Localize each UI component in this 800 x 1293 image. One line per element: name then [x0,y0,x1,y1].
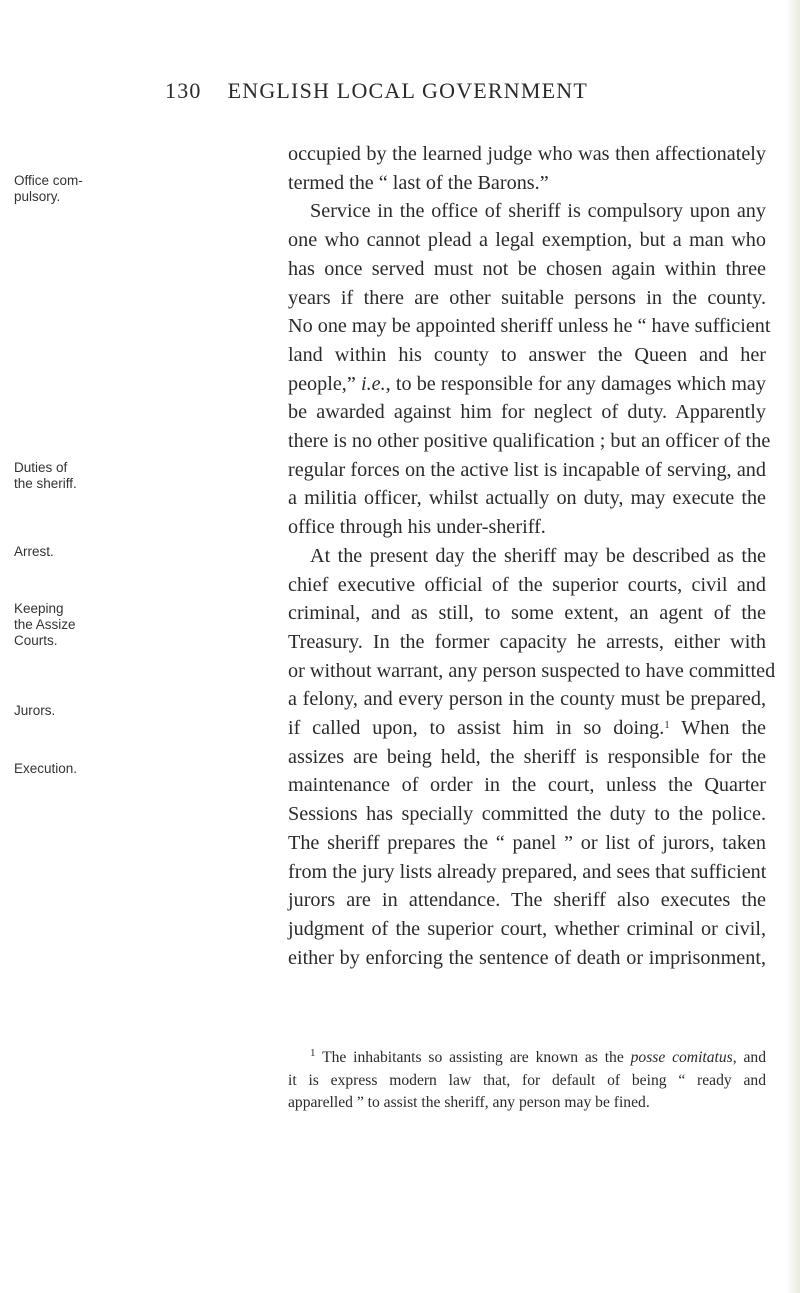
text-line: there is no other positive qualification ; but an officer of the [288,430,771,453]
text-line: has once served must not be chosen again within three [288,257,766,280]
running-header [165,78,588,104]
page-edge-shadow [786,0,800,1293]
text-line: people,” i.e., to be responsible for any damages which may [288,372,766,395]
text-fragment: When the [681,717,767,740]
margin-note-text: Office com- pulsory. [14,173,83,204]
text-line: a felony, and every person in the county must be prepared, [288,688,766,711]
footnote-marker: 1 [310,1047,316,1059]
footnote-line: apparelled ” to assist the sheriff, any person may be fined. [288,1094,650,1111]
text-line: from the jury lists already prepared, and sees that sufficient [288,860,767,883]
text-line: At the present day the sheriff may be described as the [310,544,766,567]
footnote-reference: 1 [664,719,670,732]
margin-note-assize [14,601,110,649]
text-fragment: if called upon, to assist him in so doing. [288,717,665,740]
margin-note-arrest [14,544,110,560]
text-line: regular forces on the active list is incapable of serving, and [288,458,766,481]
footnote-line [288,1047,766,1070]
margin-note-text: Keeping the Assize Courts. [14,601,76,648]
text-line: be awarded against him for neglect of duty. Apparently [288,401,766,424]
text-line: occupied by the learned judge who was then affectionately [288,143,766,165]
margin-note-text: Execution. [14,761,78,776]
margin-note-office-compulsory [14,173,110,205]
text-line: assizes are being held, the sheriff is responsible for the [288,745,766,768]
text-line: criminal, and as still, to some extent, an agent of the [288,602,766,625]
margin-note-jurors [14,703,110,719]
text-line: land within his county to answer the Queen and her [288,343,766,366]
text-line: Service in the office of sheriff is compulsory upon any [310,200,766,223]
text-line: a militia officer, whilst actually on duty, may execute the [288,487,766,510]
text-line: Sessions has specially committed the duty to the police. [288,803,766,826]
footnote [288,1047,766,1115]
running-title: ENGLISH LOCAL GOVERNMENT [227,78,589,103]
body-text [288,140,776,972]
text-line: office through his under-sheriff. [288,516,546,539]
margin-note-text: Arrest. [14,544,54,559]
footnote-line: it is express modern law that, for default of being “ ready and [288,1071,766,1089]
text-line-with-footnote [288,714,766,743]
text-line: or without warrant, any person suspected to have committed [288,659,776,682]
text-line: maintenance of order in the court, unless the Quarter [288,774,766,797]
text-line: judgment of the superior court, whether criminal or civil, [288,917,766,940]
text-fragment: The inhabitants so assisting are known as the posse comitatus, and [322,1049,766,1066]
text-line: years if there are other suitable persons in the county. [288,286,766,309]
text-line: No one may be appointed sheriff unless he “ have sufficient [288,315,771,338]
margin-note-text: Duties of the sheriff. [14,460,77,491]
page-number: 130 [165,78,202,103]
text-line: The sheriff prepares the “ panel ” or list of jurors, taken [288,831,766,854]
margin-note-duties [14,460,110,492]
text-line: termed the “ last of the Barons.” [288,171,549,194]
text-line: either by enforcing the sentence of death or imprisonment, [288,946,766,969]
text-line: Treasury. In the former capacity he arrests, either with [288,630,766,653]
margin-note-text: Jurors. [14,703,56,718]
margin-note-execution [14,761,110,777]
text-line: jurors are in attendance. The sheriff also executes the [288,889,766,912]
text-line: one who cannot plead a legal exemption, but a man who [288,229,766,252]
text-line: chief executive official of the superior courts, civil and [288,573,766,596]
